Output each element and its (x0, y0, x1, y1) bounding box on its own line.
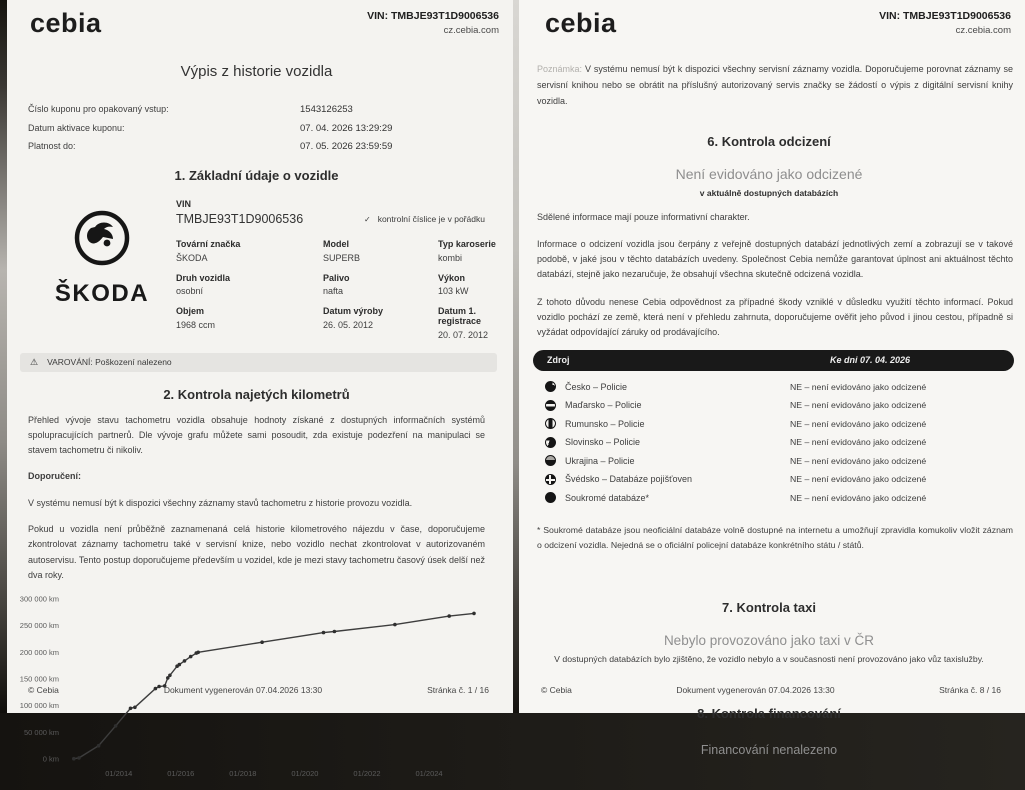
theft-table-rows (513, 378, 1025, 508)
table-row (545, 470, 1014, 489)
flag-slovenia-icon (545, 437, 556, 448)
source-result: NE – není evidováno jako odcizené (790, 455, 927, 466)
header-meta (879, 10, 1011, 36)
theft-table-col-date: Ke dni 07. 04. 2026 (830, 355, 911, 366)
coupon-row (28, 104, 485, 115)
coupon-row-value: 1543126253 (300, 104, 353, 115)
axis-tick-label: 200 000 km (19, 648, 59, 658)
flag-ukraine-icon (545, 455, 556, 466)
recommendation-label: Doporučení: (28, 471, 81, 482)
document-title: Výpis z historie vozidla (180, 63, 333, 80)
vehicle-field-value: 103 kW (438, 286, 469, 296)
source-name: Maďarsko – Policie (565, 400, 642, 411)
data-point (77, 756, 81, 760)
vehicle-field-value: 1968 ccm (176, 319, 216, 330)
axis-tick-label: 01/2022 (353, 769, 381, 779)
table-row (545, 415, 1014, 434)
vin-check (364, 214, 485, 226)
data-point (472, 612, 476, 616)
cebia-logo: cebia (545, 8, 617, 38)
cebia-logo: cebia (30, 8, 102, 38)
source-name: Soukromé databáze* (565, 492, 650, 503)
vehicle-field-value: nafta (323, 286, 344, 296)
axis-tick-label: 01/2016 (167, 769, 195, 779)
axis-tick-label: 100 000 km (19, 701, 59, 711)
axis-tick-label: 01/2024 (415, 769, 443, 779)
vehicle-field-value: osobní (176, 286, 204, 296)
footer-page-number: Stránka č. 1 / 16 (427, 685, 489, 695)
data-point (133, 706, 137, 710)
source-result: NE – není evidováno jako odcizené (790, 418, 927, 429)
report-page-8 (513, 0, 1025, 757)
data-point (183, 659, 187, 663)
footer-page-number: Stránka č. 8 / 16 (939, 685, 1001, 695)
section-1-title: 1. Základní údaje o vozidle (174, 168, 339, 183)
table-row (545, 489, 1014, 508)
section-7-title: 7. Kontrola taxi (722, 599, 816, 615)
section-6-paragraph-3: Z tohoto důvodu nenese Cebia odpovědnost za případné škody vzniklé v důsledku využití těchto informací. Pokud vozidlo pochází ze země, která není v přehledu zahrnuta, doporučujeme ověřit jeho původ i jinou cestou, případně si vyžádat odpovídající záruky od prodávajícího. (537, 296, 1013, 338)
vin-header: VIN: TMBJE93T1D9006536 (367, 10, 499, 22)
site-link[interactable]: cz.cebia.com (443, 25, 499, 36)
theft-table-col-source: Zdroj (547, 355, 570, 366)
vehicle-data-block (28, 199, 497, 340)
private-db-footnote: * Soukromé databáze jsou neoficiální databáze volně dostupné na internetu a umožňují zpravidla komukoliv vložit záznam o odcizení vozidla. Nejedná se o oficiální policejní databáze konkrétního státu / států. (537, 525, 1013, 551)
section-6-title: 6. Kontrola odcizení (707, 133, 831, 149)
data-point (260, 641, 264, 645)
axis-tick-label: 01/2018 (229, 769, 257, 779)
vehicle-field (323, 273, 438, 297)
footer-generated: Dokument vygenerován 07.04.2026 13:30 (163, 685, 323, 695)
make-logo-block (28, 199, 176, 340)
page-header (0, 0, 513, 37)
data-point (447, 614, 451, 618)
data-point (114, 724, 118, 728)
section-6-paragraph-2: Informace o odcizení vozidla jsou čerpány z veřejně dostupných databází jednotlivých zemí a zobrazují se v takové podobě, v jaké jsou v těchto databázích uvedeny. Společnost Cebia nemůže garantovat úplnost ani aktuálnost těchto databází, stejně jako nezaručuje, že obsahují všechna skutečně odcizená vozidla. (537, 238, 1013, 280)
coupon-row-label: Platnost do: (28, 141, 76, 151)
vehicle-field-label: Datum výroby (323, 306, 384, 316)
footer-copyright: © Cebia (541, 685, 572, 695)
data-point (393, 623, 397, 627)
vehicle-field (323, 239, 438, 263)
coupon-row-label: Datum aktivace kuponu: (28, 122, 125, 133)
section-2-paragraph-2: V systému nemusí být k dispozici všechny záznamy stavů tachometru z historie provozu vozidla. (28, 497, 413, 508)
axis-tick-label: 150 000 km (19, 674, 59, 684)
data-point (189, 655, 193, 659)
vehicle-field-value: 20. 07. 2012 (438, 329, 489, 340)
data-point (168, 674, 172, 678)
vehicle-field (176, 273, 323, 297)
vehicle-fields (176, 199, 497, 340)
vin-field-label: VIN (176, 199, 192, 209)
data-point (333, 630, 337, 634)
flag-romania-icon (545, 418, 556, 429)
vehicle-field (176, 306, 323, 340)
skoda-logo-icon (73, 209, 131, 267)
flag-sweden-icon (545, 474, 556, 485)
vehicle-field (438, 306, 497, 340)
vehicle-field-value: 26. 05. 2012 (323, 319, 374, 330)
table-row (545, 378, 1014, 397)
table-row (545, 452, 1014, 471)
section-8-title: 8. Kontrola financování (697, 705, 841, 721)
data-point (196, 651, 200, 655)
vin-row (176, 199, 497, 226)
vin-field (176, 199, 364, 226)
footer-generated: Dokument vygenerován 07.04.2026 13:30 (676, 685, 835, 695)
vin-check-text: kontrolní číslice je v pořádku (377, 214, 485, 224)
vehicle-field-label: Model (323, 239, 349, 249)
footer-copyright: © Cebia (28, 685, 59, 695)
source-result: NE – není evidováno jako odcizené (790, 492, 927, 503)
site-link[interactable]: cz.cebia.com (955, 25, 1011, 36)
taxi-detail: V dostupných databázích bylo zjištěno, že vozidlo nebylo a v současnosti není provozováno jako vůz taxislužby. (554, 653, 984, 664)
section-2-paragraph-3: Pokud u vozidla není průběžně zaznamenaná celá historie kilometrového nájezdu v čase, doporučujeme zkontrolovat záznamy tachometru také v servisní knize, nebo vozidlo nechat zkontrolovat v autorizovaném autoservisu. Tento postup doporučujeme především u vozidel, kde je mezi stavy tachometru časový úsek delší než dva roky. (28, 523, 485, 580)
data-point (72, 757, 76, 761)
section-6-paragraph-1: Sdělené informace mají pouze informativní charakter. (537, 211, 750, 222)
warning-icon: ⚠ (30, 356, 39, 367)
coupon-rows (28, 104, 485, 152)
source-name: Švédsko – Databáze pojišťoven (565, 474, 692, 485)
axis-tick-label: 300 000 km (19, 594, 59, 604)
vehicle-field (438, 239, 497, 263)
vehicle-field-label: Objem (176, 306, 205, 316)
axis-tick-label: 01/2020 (291, 769, 319, 779)
coupon-row-label: Číslo kuponu pro opakovaný vstup: (28, 104, 169, 114)
table-row (545, 433, 1014, 452)
page-footer (28, 685, 489, 695)
vehicle-field-value: ŠKODA (176, 252, 208, 263)
financing-status: Financování nenalezeno (700, 742, 838, 757)
taxi-status: Nebylo provozováno jako taxi v ČR (663, 632, 875, 648)
vehicle-field-label: Výkon (438, 272, 466, 283)
source-result: NE – není evidováno jako odcizené (790, 474, 927, 485)
vin-field-value: TMBJE93T1D9006536 (176, 212, 304, 226)
flag-hungary-icon (545, 400, 556, 411)
data-point (178, 663, 182, 667)
section-2-paragraph-1: Přehled vývoje stavu tachometru vozidla obsahuje hodnoty získané z dostupných informačních systémů spolupracujících partnerů. Dle vývoje grafu můžete sami posoudit, zda existuje podezření na manipulaci se stavem tachometru či nikoliv. (28, 414, 485, 456)
vehicle-field-label: Typ karoserie (438, 239, 496, 249)
axis-tick-label: 01/2014 (105, 769, 133, 779)
page-header (513, 0, 1025, 37)
axis-tick-label: 0 km (42, 754, 59, 764)
make-wordmark: ŠKODA (54, 280, 150, 307)
flag-czechia-icon (545, 381, 556, 392)
vehicle-field (438, 273, 497, 297)
theft-status: Není evidováno jako odcizené (675, 165, 863, 182)
vehicle-field (176, 239, 323, 263)
source-name: Rumunsko – Policie (565, 418, 645, 429)
axis-tick-label: 50 000 km (23, 728, 59, 738)
vehicle-field-value: kombi (438, 252, 463, 263)
report-page-1 (0, 0, 513, 779)
source-result: NE – není evidováno jako odcizené (790, 437, 927, 448)
coupon-row (28, 123, 485, 134)
vehicle-field-label: Druh vozidla (176, 272, 231, 283)
note-text: V systému nemusí být k dispozici všechny servisní záznamy vozidla. Doporučujeme porovnat záznamy se servisní knihou nebo se obrátit na příslušný autorizovaný servis značky se žádostí o výpis z digitální servisní knihy vozidla. (537, 64, 1013, 107)
source-name: Slovinsko – Policie (565, 437, 641, 448)
coupon-row-value: 07. 05. 2026 23:59:59 (300, 141, 393, 152)
coupon-row (28, 141, 485, 152)
warning-text: VAROVÁNÍ: Poškození nalezeno (47, 357, 172, 367)
source-result: NE – není evidováno jako odcizené (790, 381, 927, 392)
vehicle-fields-grid (176, 239, 497, 340)
source-result: NE – není evidováno jako odcizené (790, 400, 927, 411)
axis-tick-label: 250 000 km (19, 621, 59, 631)
vehicle-field-value: SUPERB (323, 252, 361, 263)
header-meta (367, 10, 499, 36)
note-label: Poznámka: (537, 64, 583, 74)
vehicle-field (323, 306, 438, 340)
vehicle-field-label: Tovární značka (176, 239, 241, 249)
service-note (537, 61, 1013, 110)
private-database-icon (545, 492, 556, 503)
data-point (97, 744, 101, 748)
source-name: Česko – Policie (565, 381, 628, 392)
section-2-title: 2. Kontrola najetých kilometrů (163, 386, 350, 402)
check-icon: ✓ (364, 215, 371, 224)
warning-banner (20, 353, 497, 372)
theft-status-sub: v aktuálně dostupných databázích (699, 187, 839, 198)
data-point (322, 631, 326, 635)
vehicle-field-label: Datum 1. registrace (438, 306, 482, 326)
vin-header: VIN: TMBJE93T1D9006536 (879, 10, 1011, 22)
table-row (545, 396, 1014, 415)
vehicle-field-label: Palivo (323, 272, 350, 283)
coupon-row-value: 07. 04. 2026 13:29:29 (300, 122, 393, 134)
data-point (129, 707, 133, 711)
theft-table-header (533, 350, 1014, 371)
source-name: Ukrajina – Policie (565, 455, 635, 466)
page-footer (541, 685, 1001, 695)
